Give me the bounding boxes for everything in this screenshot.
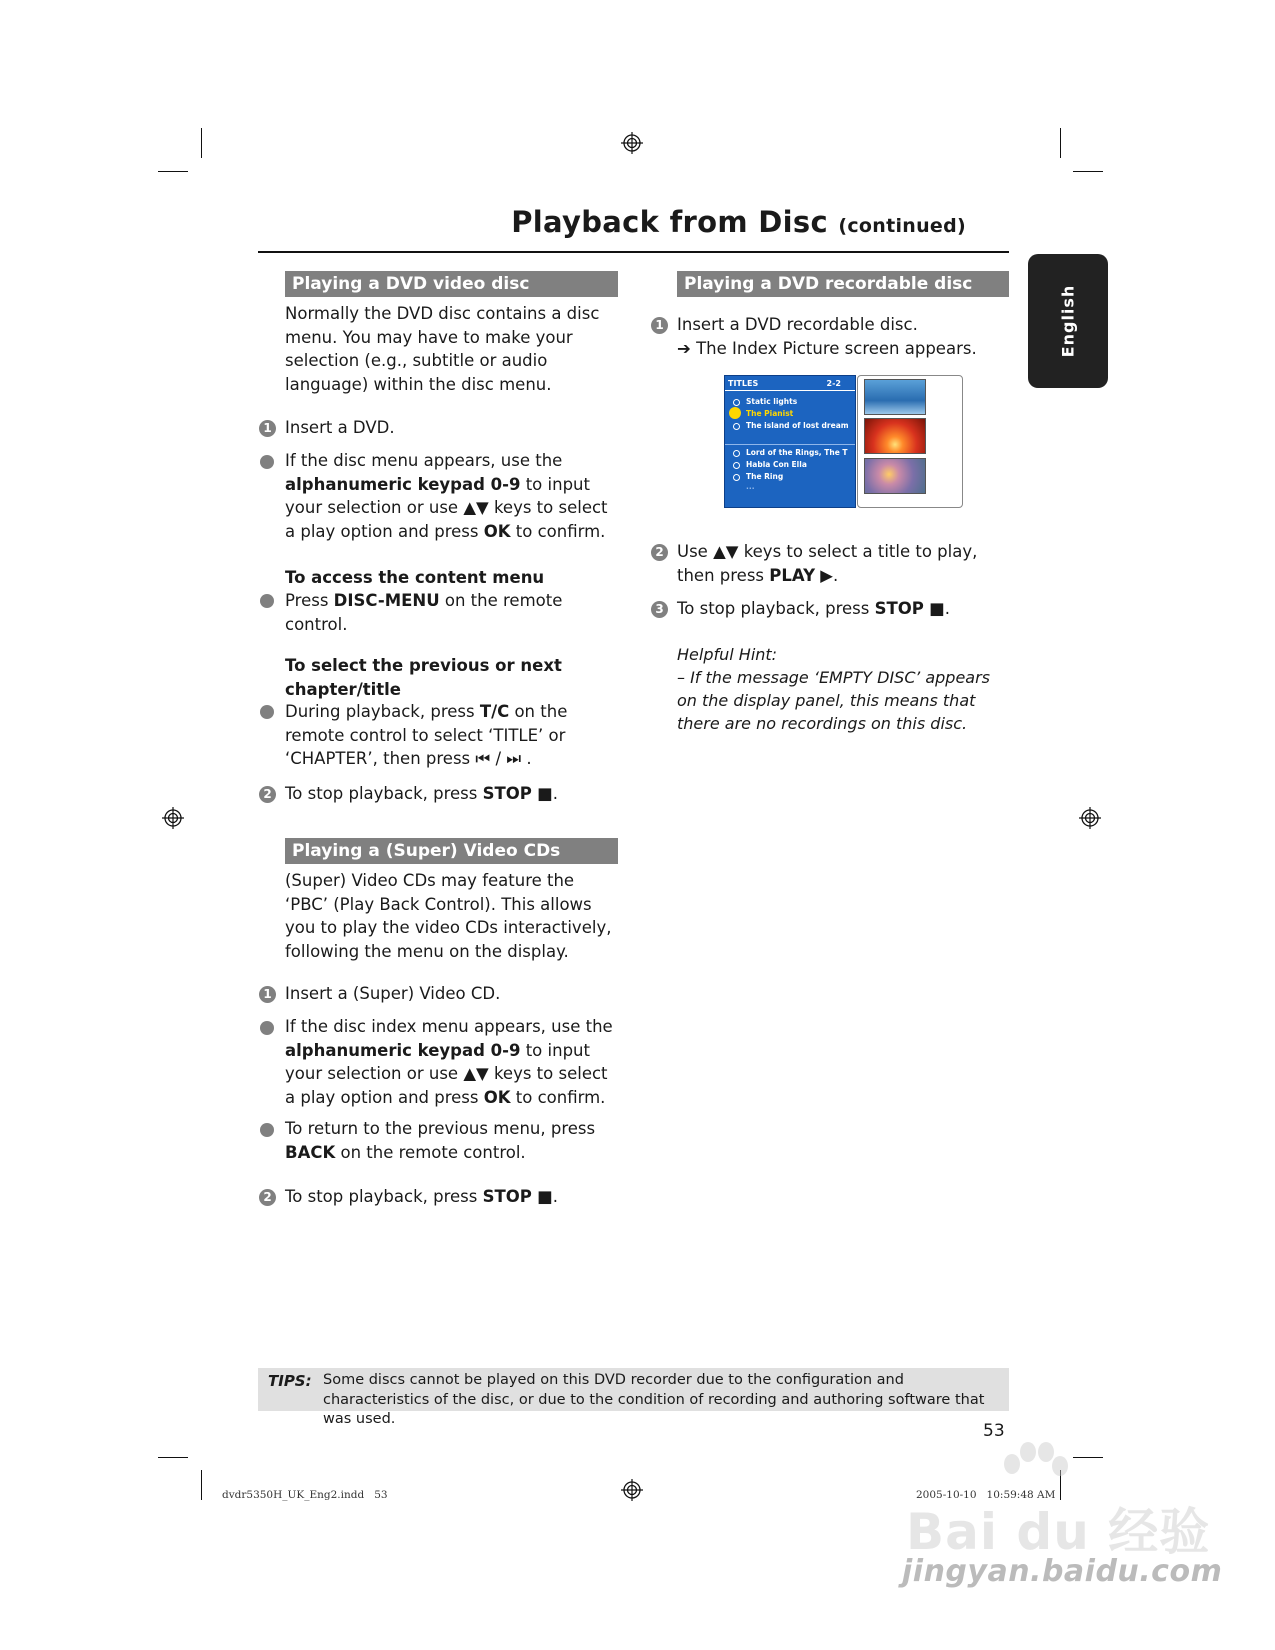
radio-icon — [733, 462, 740, 469]
helpful-hint-text: – If the message ‘EMPTY DISC’ appears on the display panel, this means that there are no recordings on this disc. — [677, 668, 991, 733]
tips-box — [258, 1368, 1009, 1427]
selection-cursor-icon — [729, 407, 741, 419]
screen-header-label: TITLES — [728, 379, 759, 388]
page-title: Playback from Disc (continued) — [511, 205, 966, 239]
thumbnail-surf-image — [864, 379, 926, 415]
subheading-previous-next: To select the previous or next chapter/title — [285, 656, 562, 699]
screen-item-selected: The Pianist — [746, 409, 794, 418]
step-number-1: 1 — [259, 986, 276, 1003]
bullet-icon — [260, 1123, 274, 1137]
footer-file-name: dvdr5350H_UK_Eng2.indd 53 — [222, 1489, 388, 1501]
crop-mark — [158, 1457, 188, 1458]
recordable-step-1-result: ➔ The Index Picture screen appears. — [677, 339, 977, 358]
screen-header-count: 2-2 — [826, 379, 841, 388]
title-rule — [258, 251, 1009, 253]
screen-item: The Ring — [746, 472, 784, 481]
step-number-1: 1 — [259, 420, 276, 437]
vcd-bullet-2: To return to the previous menu, press BACK on the remote control. — [285, 1119, 596, 1162]
index-picture-screen — [724, 375, 856, 508]
vcd-step-2: To stop playback, press STOP ■. — [285, 1187, 558, 1206]
watermark-url: jingyan.baidu.com — [902, 1554, 1223, 1589]
radio-icon — [733, 450, 740, 457]
screen-divider — [725, 444, 855, 445]
recordable-step-3: To stop playback, press STOP ■. — [677, 599, 950, 618]
page-title-suffix: (continued) — [838, 215, 966, 237]
screen-divider — [725, 390, 855, 391]
screen-item: Static lights — [746, 397, 798, 406]
dvd-video-bullet-3: During playback, press T/C on the remote control to select ‘TITLE’ or ‘CHAPTER’, then press ⏮ / ⏭ . — [285, 702, 568, 768]
radio-icon — [733, 399, 740, 406]
screen-item: Lord of the Rings, The T — [746, 448, 848, 457]
recordable-step-1: Insert a DVD recordable disc. — [677, 315, 918, 334]
radio-icon — [733, 423, 740, 430]
thumbnail-panel — [857, 375, 963, 508]
bullet-icon — [260, 594, 274, 608]
screen-ellipsis: ... — [746, 482, 755, 491]
step-number-2: 2 — [651, 544, 668, 561]
step-number-1: 1 — [651, 317, 668, 334]
tips-text: Some discs cannot be played on this DVD recorder due to the configuration and characteristics of the disc, or due to the condition of recording and authoring software that was used. — [323, 1372, 985, 1427]
radio-icon — [733, 474, 740, 481]
crop-mark — [201, 128, 202, 158]
dvd-video-step-2: To stop playback, press STOP ■. — [285, 784, 558, 803]
registration-mark-icon — [162, 807, 184, 829]
thumbnail-flower-image — [864, 458, 926, 494]
step-number-3: 3 — [651, 601, 668, 618]
footer-timestamp: 2005-10-10 10:59:48 AM — [916, 1489, 1056, 1501]
section-heading-dvd-recordable: Playing a DVD recordable disc — [677, 271, 1009, 297]
step-number-2: 2 — [259, 786, 276, 803]
language-tab: English — [1028, 254, 1108, 388]
dvd-video-intro: Normally the DVD disc contains a disc menu. You may have to make your selection (e.g., subtitle or audio language) within the disc menu. — [285, 304, 600, 394]
crop-mark — [201, 1470, 202, 1500]
crop-mark — [158, 171, 188, 172]
watermark-brand: Bai du 经验 — [906, 1503, 1211, 1561]
paw-logo-icon — [994, 1440, 1074, 1496]
step-number-2: 2 — [259, 1189, 276, 1206]
vcd-intro: (Super) Video CDs may feature the ‘PBC’ (Play Back Control). This allows you to play the video CDs interactively, following the menu on the display. — [285, 871, 612, 961]
crop-mark — [1060, 128, 1061, 158]
registration-mark-icon — [621, 1479, 643, 1501]
screen-header — [725, 376, 855, 390]
dvd-video-bullet-2: Press DISC-MENU on the remote control. — [285, 591, 563, 634]
dvd-video-bullet-1: If the disc menu appears, use the alphanumeric keypad 0-9 to input your selection or use ▲▼ keys to select a play option and press OK to confirm. — [285, 451, 608, 541]
vcd-bullet-1: If the disc index menu appears, use the alphanumeric keypad 0-9 to input your selection or use ▲▼ keys to select a play option and press OK to confirm. — [285, 1017, 613, 1107]
section-heading-dvd-video: Playing a DVD video disc — [285, 271, 618, 297]
crop-mark — [1073, 171, 1103, 172]
thumbnail-sunset-image — [864, 418, 926, 454]
registration-mark-icon — [1079, 807, 1101, 829]
helpful-hint-title: Helpful Hint: — [677, 645, 778, 664]
bullet-icon — [260, 455, 274, 469]
screen-item: Habla Con Ella — [746, 460, 807, 469]
recordable-step-2: Use ▲▼ keys to select a title to play, then press PLAY ▶. — [677, 542, 978, 585]
page-number: 53 — [983, 1421, 1005, 1441]
vcd-step-1: Insert a (Super) Video CD. — [285, 984, 501, 1003]
registration-mark-icon — [621, 132, 643, 154]
subheading-content-menu: To access the content menu — [285, 568, 545, 587]
bullet-icon — [260, 1021, 274, 1035]
bullet-icon — [260, 705, 274, 719]
section-heading-vcd: Playing a (Super) Video CDs — [285, 838, 618, 864]
dvd-video-step-1: Insert a DVD. — [285, 418, 395, 437]
screen-item: The island of lost dream — [746, 421, 849, 430]
tips-label: TIPS: — [268, 1372, 312, 1390]
